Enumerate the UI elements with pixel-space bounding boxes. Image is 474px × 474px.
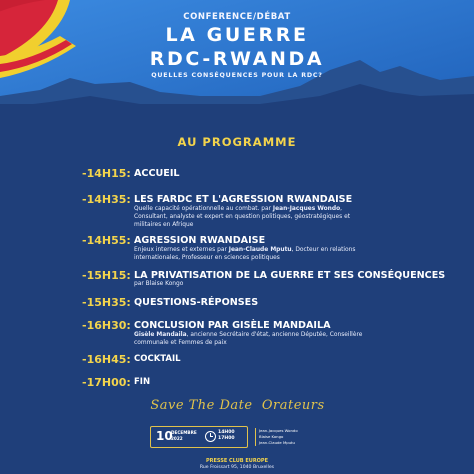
speakers-list (255, 428, 308, 446)
item-title: AGRESSION RWANDAISE (134, 235, 266, 246)
event-day: 10 (156, 429, 173, 443)
clock-icon (205, 431, 216, 442)
date-box (150, 426, 248, 448)
event-hours: 14H00 17H00 (218, 430, 235, 441)
speaker-name: Jean-Claude Mputu (259, 440, 295, 445)
item-description: Quelle capacité opérationnelle au combat. par Jean-Jacques Wondo, Consultant, analyste et expert en question politiques, géostratégiques et militaires en Afrique (134, 206, 351, 228)
program-title: AU PROGRAMME (177, 135, 297, 149)
item-title: QUESTIONS-RÉPONSES (134, 297, 259, 308)
speaker-name: Blaise Kongo (259, 434, 284, 439)
item-title: LA PRIVATISATION DE LA GUERRE ET SES CONSÉQUENCES (134, 270, 446, 281)
item-time: -16H30: (82, 319, 131, 332)
item-description: Gisèle Mandaila, ancienne Secrétaire d'état, ancienne Députée, Conseillère communale et Femmes de paix (134, 332, 363, 346)
venue-name: PRESSE CLUB EUROPE (205, 458, 268, 464)
save-the-date-heading: Save The Date Orateurs (150, 398, 325, 413)
item-title: FIN (134, 377, 151, 387)
title-line-1: LA GUERRE (165, 24, 309, 46)
item-time: -14H35: (82, 193, 131, 206)
item-time: -15H15: (82, 269, 131, 282)
speaker-name: Jean-Jacques Wondo (259, 428, 298, 433)
item-title: CONCLUSION PAR GISÈLE MANDAILA (134, 320, 331, 331)
event-subtitle: QUELLES CONSÉQUENCES POUR LA RDC? (151, 72, 323, 79)
item-time: -15H35: (82, 296, 131, 309)
item-title: ACCUEIL (134, 168, 180, 179)
header (0, 12, 474, 79)
item-time: -16H45: (82, 353, 131, 366)
main-background (0, 104, 474, 474)
item-description: par Blaise Kongo (134, 281, 184, 287)
item-time: -17H00: (82, 376, 131, 389)
event-kicker: CONFERENCE/DÉBAT (183, 12, 291, 22)
venue-address: Rue Froissart 95, 1040 Bruxelles (199, 465, 275, 470)
event-month: DECEMBRE 2022 (171, 430, 197, 441)
title-line-2: RDC-RWANDA (149, 48, 325, 70)
item-description: Enjeux internes et externes par Jean-Claude Mputu, Docteur en relations internationales, Professeur en sciences politiques (134, 247, 356, 261)
item-time: -14H55: (82, 234, 131, 247)
item-title: LES FARDC ET L'AGRESSION RWANDAISE (134, 194, 353, 205)
item-title: COCKTAIL (134, 354, 181, 364)
item-time: -14H15: (82, 167, 131, 180)
